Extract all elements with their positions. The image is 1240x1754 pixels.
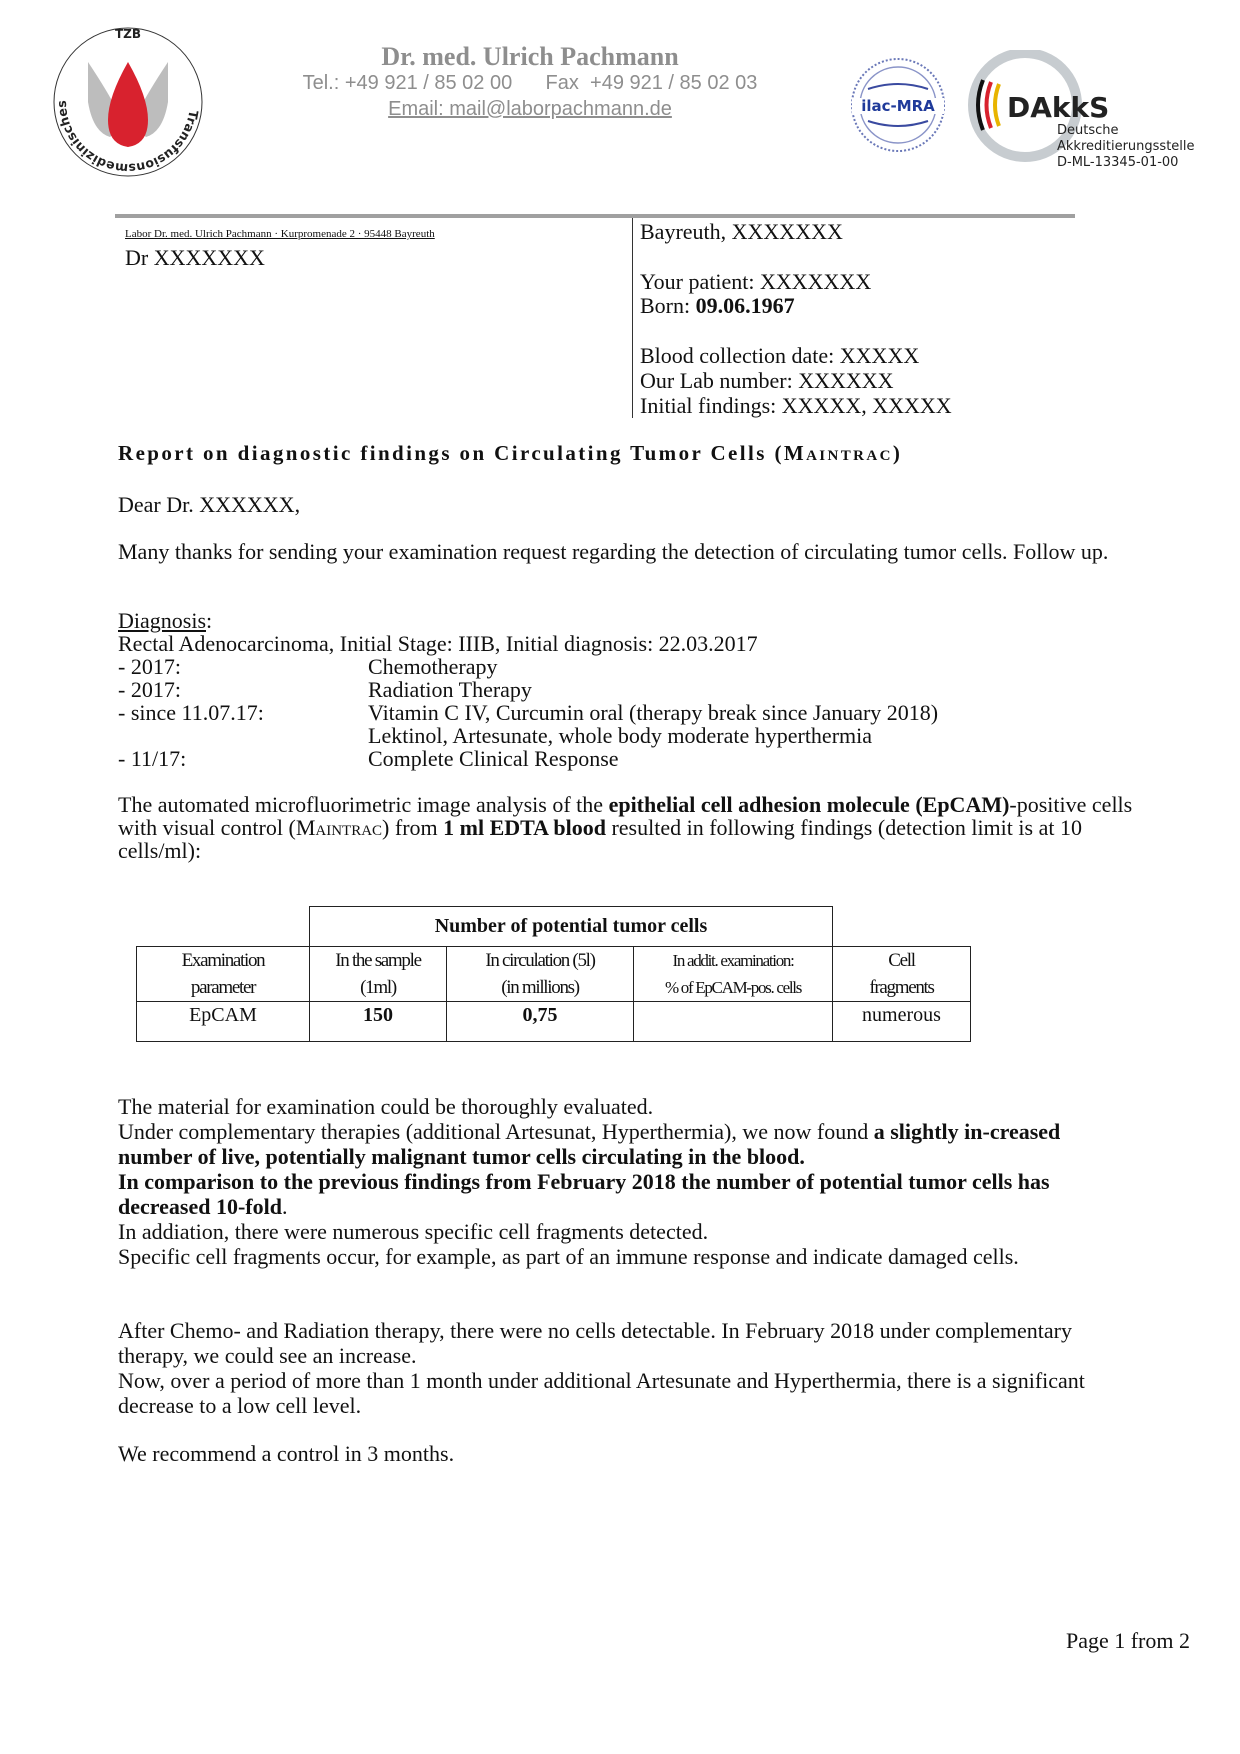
td-fragments: numerous [833,1002,971,1042]
th-cell-fragments: Cell fragments [833,947,971,1002]
patient-name: Your patient: XXXXXXX [640,269,872,294]
svg-text:Deutsche: Deutsche [1057,123,1119,138]
salutation: Dear Dr. XXXXXX, [118,492,301,517]
diagnosis-row: - 2017: Chemotherapy [118,654,498,679]
table-group-header: Number of potential tumor cells [310,907,833,947]
email-link[interactable]: Email: mail@laborpachmann.de [388,98,672,120]
th-in-sample: In the sample (1ml) [310,947,447,1002]
svg-text:Transfusionsmedizinisches Zent: Transfusionsmedizinisches [53,100,202,177]
header-rule [115,214,1075,218]
svg-text:Akkreditierungsstelle: Akkreditierungsstelle [1057,139,1195,154]
initial-findings: Initial findings: XXXXX, XXXXX [640,393,952,418]
analysis-paragraph: The automated microfluorimetric image analysis of the epithelial cell adhesion molecule (EpCAM)-positive cells with visual control (Maintrac) from 1 ml EDTA blood resulted in following findings (detection limit is at 10 cells/ml): [118,792,1133,863]
recipient: Dr XXXXXXX [125,245,265,270]
td-circulation: 0,75 [447,1002,634,1042]
lab-number: Our Lab number: XXXXXX [640,368,894,393]
page-number: Page 1 from 2 [1065,1628,1190,1653]
history-paragraph: After Chemo- and Radiation therapy, there were no cells detectable. In February 2018 under complementary therapy, we could see an increase. [118,1318,1072,1368]
intro-paragraph: Many thanks for sending your examination request regarding the detection of circulating tumor cells. Follow up. [118,539,1109,564]
diagnosis-row: - 11/17: Complete Clinical Response [118,746,619,771]
report-title: Report on diagnostic findings on Circulating Tumor Cells (Maintrac) [118,441,903,465]
findings-block: The material for examination could be thoroughly evaluated. Under complementary therapies (additional Artesunat, Hyperthermia), we now found a slightly in-creased number of live, potentially malignant tumor cells circulating in the blood. In comparison to the previous findings from February 2018 the number of potential tumor cells has decreased 10-fold. In addiation, there were numerous specific cell fragments detected. Specific cell fragments occur, for example, as part of an immune response and indicate damaged cells. [118,1094,1061,1269]
patient-born: Born: 09.06.1967 [640,293,795,318]
doctor-name: Dr. med. Ulrich Pachmann [381,42,679,71]
td-sample: 150 [310,1002,447,1042]
diagnosis-row: - since 11.07.17: Vitamin C IV, Curcumin oral (therapy break since January 2018) [118,700,939,725]
address-divider [632,218,633,418]
phone-fax: Tel.: +49 921 / 85 02 00 Fax +49 921 / 85 02 03 [302,72,758,94]
td-parameter: EpCAM [137,1002,310,1042]
svg-text:TZB: TZB [114,27,142,41]
td-addit [634,1002,833,1042]
findings-table [136,906,971,1042]
svg-text:DAkkS: DAkkS [1007,91,1110,124]
sender-address: Labor Dr. med. Ulrich Pachmann · Kurpromenade 2 · 95448 Bayreuth [125,228,435,240]
blood-collection-date: Blood collection date: XXXXX [640,343,920,368]
dakks-logo [965,50,1200,175]
recommendation: We recommend a control in 3 months. [118,1441,455,1466]
location-date: Bayreuth, XXXXXXX [640,219,843,244]
decrease-paragraph: Now, over a period of more than 1 month under additional Artesunate and Hyperthermia, there is a significant decrease to a low cell level. [118,1368,1085,1418]
th-examination-parameter: Examination parameter [137,947,310,1002]
diagnosis-summary: Rectal Adenocarcinoma, Initial Stage: IIIB, Initial diagnosis: 22.03.2017 [118,631,758,656]
diagnosis-row: - 2017: Radiation Therapy [118,677,532,702]
diagnosis-heading: Diagnosis: [118,608,213,633]
svg-text:ilac-MRA: ilac-MRA [861,97,935,115]
ilac-mra-logo [848,55,948,155]
svg-text:D-ML-13345-01-00: D-ML-13345-01-00 [1057,155,1179,170]
th-addit-examination: In addit. examination: % of EpCAM-pos. cells [634,947,833,1002]
th-in-circulation: In circulation (5l) (in millions) [447,947,634,1002]
